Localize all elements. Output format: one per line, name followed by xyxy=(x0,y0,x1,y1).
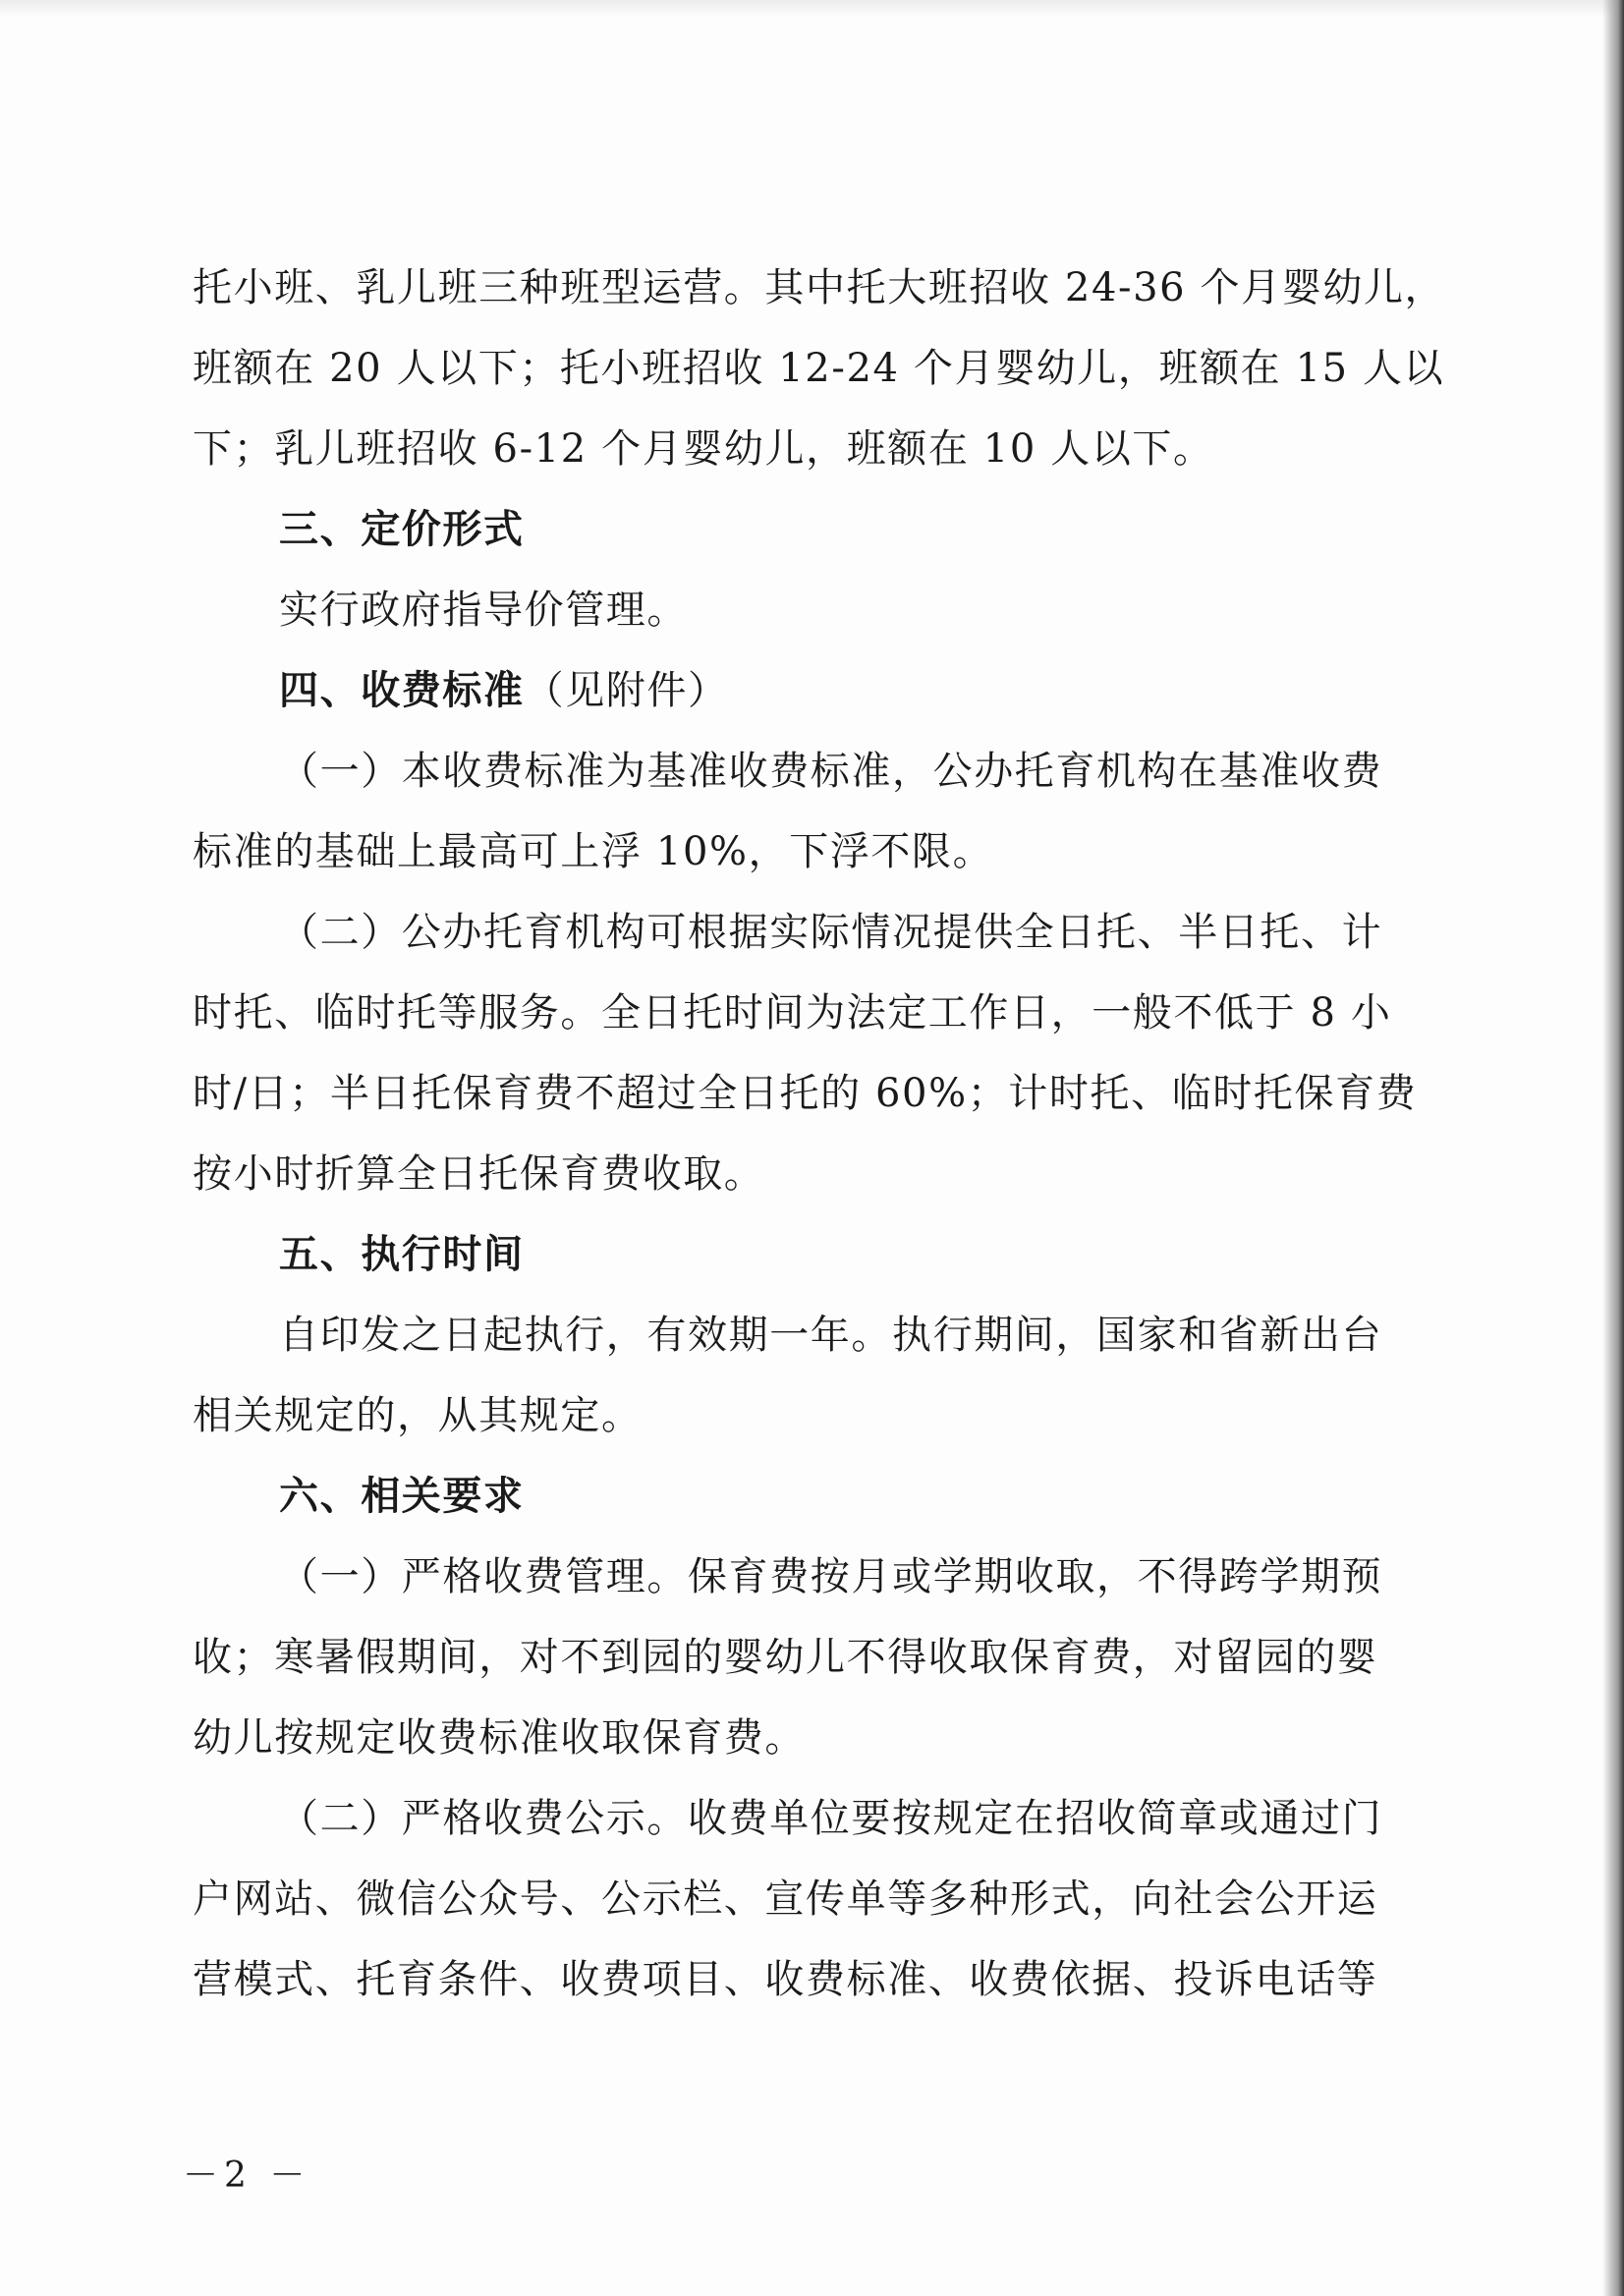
document-body xyxy=(193,248,1446,2020)
paragraph-line: 营模式、托育条件、收费项目、收费标准、收费依据、投诉电话等 xyxy=(193,1957,1378,2002)
paragraph-line: （一）严格收费管理。保育费按月或学期收取，不得跨学期预 xyxy=(279,1554,1383,1599)
section-heading-fee-standard-line xyxy=(193,650,1411,731)
paragraph-line: 收；寒暑假期间，对不到园的婴幼儿不得收取保育费，对留园的婴 xyxy=(193,1635,1378,1680)
paragraph-line: 户网站、微信公众号、公示栏、宣传单等多种形式，向社会公开运 xyxy=(193,1876,1378,1922)
paragraph-line: 下；乳儿班招收 6-12 个月婴幼儿，班额在 10 人以下。 xyxy=(193,426,1214,472)
paragraph-line: 幼儿按规定收费标准收取保育费。 xyxy=(193,1715,806,1761)
paragraph-line: 按小时折算全日托保育费收取。 xyxy=(193,1151,765,1197)
section-heading-fee-standard: 四、收费标准 xyxy=(279,668,525,713)
page-number: －2 － xyxy=(183,2156,311,2196)
paragraph-line: 相关规定的，从其规定。 xyxy=(193,1393,643,1438)
paragraph-line: 时/日；半日托保育费不超过全日托的 60%；计时托、临时托保育费 xyxy=(193,1071,1418,1116)
scan-right-edge-shadow xyxy=(1602,0,1624,2296)
paragraph-line: 时托、临时托等服务。全日托时间为法定工作日，一般不低于 8 小 xyxy=(193,990,1392,1036)
section-heading-note: （见附件） xyxy=(524,668,729,713)
section-heading-requirements: 六、相关要求 xyxy=(279,1474,525,1519)
paragraph-line: 自印发之日起执行，有效期一年。执行期间，国家和省新出台 xyxy=(279,1313,1383,1358)
paragraph-line: 班额在 20 人以下；托小班招收 12-24 个月婴幼儿，班额在 15 人以 xyxy=(193,346,1445,391)
scan-top-shadow xyxy=(0,0,1624,18)
paragraph-line: （二）公办托育机构可根据实际情况提供全日托、半日托、计 xyxy=(279,910,1383,955)
section-heading-pricing-form: 三、定价形式 xyxy=(279,507,525,552)
paragraph-line: 实行政府指导价管理。 xyxy=(279,588,688,633)
paragraph-line: （一）本收费标准为基准收费标准，公办托育机构在基准收费 xyxy=(279,749,1383,794)
section-heading-effective-time: 五、执行时间 xyxy=(279,1232,525,1277)
paragraph-line: 托小班、乳儿班三种班型运营。其中托大班招收 24-36 个月婴幼儿， xyxy=(193,265,1446,310)
paragraph-line: （二）严格收费公示。收费单位要按规定在招收简章或通过门 xyxy=(279,1796,1383,1841)
paragraph-line: 标准的基础上最高可上浮 10%，下浮不限。 xyxy=(193,829,994,874)
